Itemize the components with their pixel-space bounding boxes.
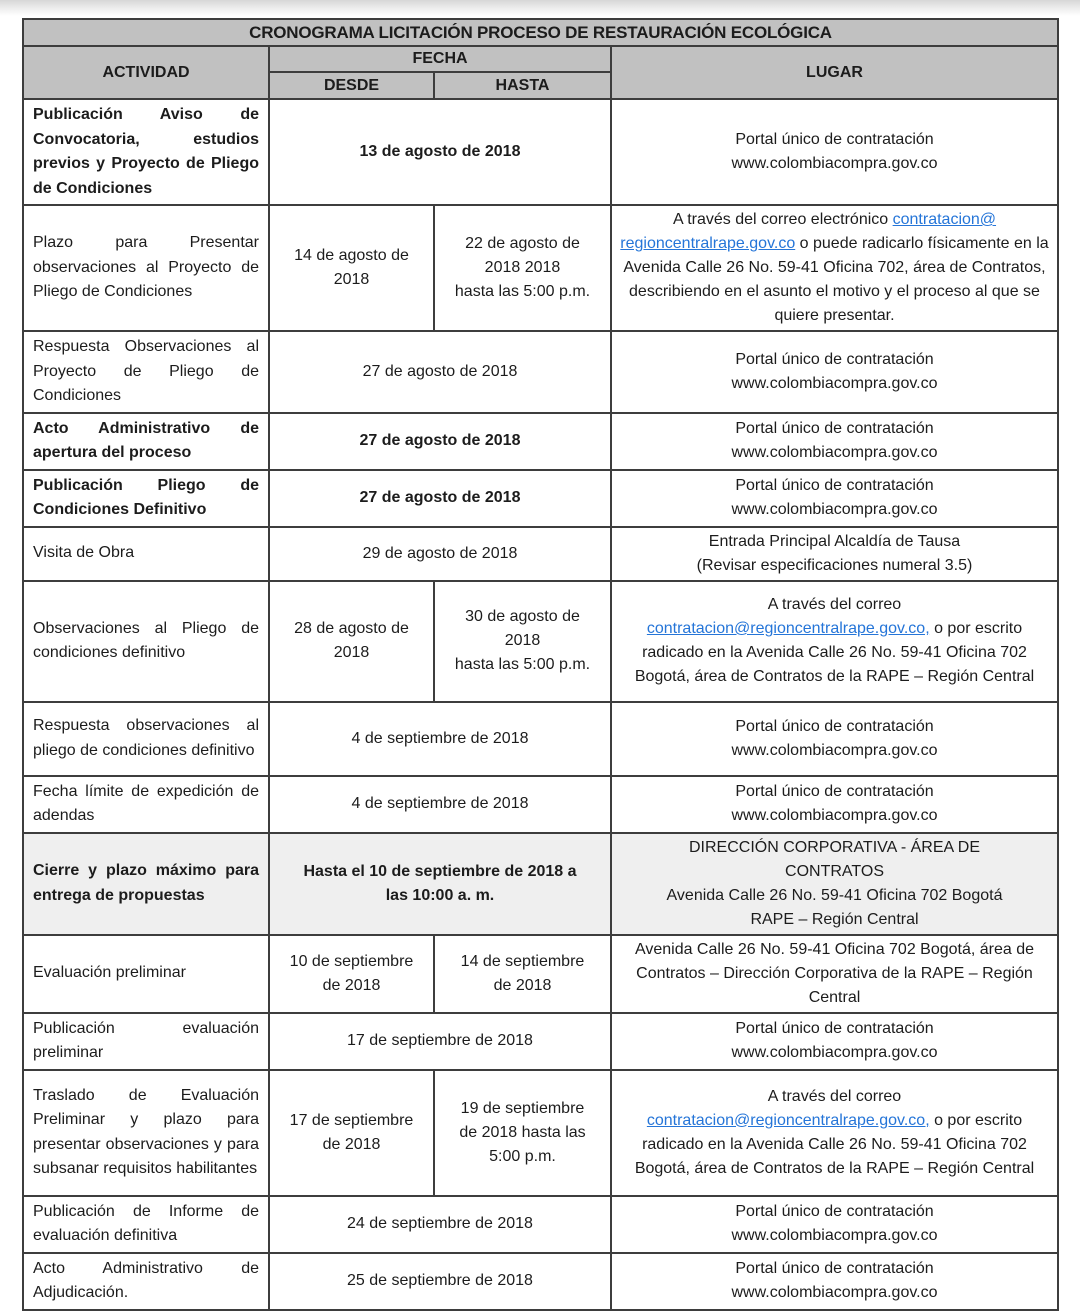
text-span: Portal único de contratación [735,1203,934,1220]
column-header-lugar: LUGAR [611,46,1058,99]
activity-cell [23,702,269,776]
date-cell [269,1253,611,1310]
activity-cell [23,331,269,413]
text-span: Respuesta observaciones al pliego de condiciones definitivo [33,717,259,759]
text-span: Acto Administrativo de Adjudicación. [33,1259,259,1301]
text-span: de 2018 [322,1135,381,1153]
text-span: www.colombiacompra.gov.co [731,1227,938,1244]
text-span: o por escrito radicado en la Avenida Calle 26 No. 59-41 Oficina 702 Bogotá, área de Contratos de la RAPE – Región Central [634,620,1035,685]
location-cell [611,935,1058,1013]
text-span: o puede radicarlo físicamente en la Avenida Calle 26 No. 59-41 Oficina 702, área de Contratos, describiendo en el asunto el motivo y el proceso al que se quiere presentar. [623,235,1049,324]
date-to-cell [434,935,611,1013]
text-span: www.colombiacompra.gov.co [731,374,938,392]
text-span: hasta las 5:00 p.m. [454,656,591,673]
text-span: 13 de agosto de 2018 [359,143,521,160]
text-span: Hasta el 10 de septiembre de 2018 a [303,862,577,880]
date-cell [269,702,611,776]
text-span: Portal único de contratación [735,1260,934,1277]
table-body [23,99,1058,1310]
email-link[interactable]: contratacion@ [892,211,997,228]
date-to-cell [434,1070,611,1196]
table-row [23,1253,1058,1310]
activity-cell [23,205,269,331]
activity-cell [23,1013,269,1070]
text-span: Portal único de contratación [735,717,934,735]
text-span: Portal único de contratación [735,420,934,437]
text-span: A través del correo [767,596,902,613]
location-cell [611,702,1058,776]
date-cell [269,331,611,413]
text-span: www.colombiacompra.gov.co [731,807,938,824]
table-row [23,99,1058,205]
text-span: DIRECCIÓN CORPORATIVA - ÁREA DE [688,838,980,856]
text-span: CONTRATOS [785,862,884,880]
location-cell [611,331,1058,413]
text-span: 4 de septiembre de 2018 [351,795,529,812]
text-span: Publicación Aviso de Convocatoria, estudios previos y Proyecto de Pliego de Condiciones [33,106,259,197]
text-span: de 2018 [493,976,552,994]
text-span: 17 de septiembre [289,1111,414,1129]
table-row [23,331,1058,413]
table-row [23,1013,1058,1070]
text-span: Portal único de contratación [735,783,934,800]
date-from-cell [269,205,434,331]
column-header-row [23,46,1058,72]
location-cell [611,99,1058,205]
text-span: Entrada Principal Alcaldía de Tausa [708,532,961,550]
text-span: Avenida Calle 26 No. 59-41 Oficina 702 Bogotá [666,886,1003,904]
table-row [23,833,1058,935]
activity-cell [23,1253,269,1310]
text-span: las 10:00 a. m. [385,886,495,904]
text-span: 2018 [504,632,541,649]
location-cell [611,205,1058,331]
date-from-cell [269,1070,434,1196]
activity-cell [23,1070,269,1196]
activity-cell [23,1196,269,1253]
text-span: Traslado de Evaluación Preliminar y plazo para presentar observaciones y para subsanar requisitos habilitantes [33,1086,259,1177]
date-cell [269,776,611,833]
scan-artifact-top [0,0,1080,16]
text-span: 30 de agosto de [465,608,580,625]
text-span: hasta las 5:00 p.m. [454,283,591,300]
date-cell [269,1013,611,1070]
activity-cell [23,470,269,527]
text-span: 2018 [333,271,370,288]
text-span: Evaluación preliminar [33,964,186,982]
location-cell [611,1196,1058,1253]
email-link[interactable]: contratacion@regioncentralrape.gov.co, [646,1111,930,1129]
text-span: o por escrito radicado en la Avenida Calle 26 No. 59-41 Oficina 702 Bogotá, área de Contratos de la RAPE – Región Central [634,1111,1035,1177]
text-span: Plazo para Presentar observaciones al Proyecto de Pliego de Condiciones [33,234,259,301]
text-span: RAPE – Región Central [750,910,919,928]
text-span: Portal único de contratación [735,1020,934,1037]
date-to-cell [434,205,611,331]
text-span: Portal único de contratación [735,131,934,148]
column-header-desde: DESDE [269,72,434,99]
date-cell [269,99,611,205]
email-link[interactable]: contratacion@regioncentralrape.gov.co, [646,620,930,637]
column-header-fecha: FECHA [269,46,611,72]
date-to-cell [434,581,611,702]
location-cell [611,776,1058,833]
text-span: Portal único de contratación [735,477,934,494]
text-span: 22 de agosto de [465,235,580,252]
text-span: Avenida Calle 26 No. 59-41 Oficina 702 Bogotá, área de Contratos – Dirección Corporativa de la RAPE – Región Central [634,940,1035,1006]
text-span: Portal único de contratación [735,350,934,368]
location-cell [611,1253,1058,1310]
date-cell [269,470,611,527]
column-header-hasta: HASTA [434,72,611,99]
text-span: www.colombiacompra.gov.co [731,1284,938,1301]
text-span: 2018 2018 [484,259,561,276]
date-cell [269,413,611,470]
text-span: 27 de agosto de 2018 [359,489,521,506]
table-row [23,413,1058,470]
location-cell [611,470,1058,527]
text-span: 4 de septiembre de 2018 [351,729,529,747]
text-span: A través del correo [767,1087,902,1105]
location-cell [611,1013,1058,1070]
date-cell [269,1196,611,1253]
location-cell [611,1070,1058,1196]
text-span: Observaciones al Pliego de condiciones definitivo [33,619,259,661]
text-span: 29 de agosto de 2018 [362,544,518,562]
text-span: Visita de Obra [33,544,135,562]
table-row [23,205,1058,331]
table-title-row [23,19,1058,46]
text-span: 27 de agosto de 2018 [362,362,518,380]
text-span: de 2018 [322,976,381,994]
text-span: 27 de agosto de 2018 [359,432,521,449]
cronograma-table [22,18,1059,1311]
activity-cell [23,527,269,581]
table-title: CRONOGRAMA LICITACIÓN PROCESO DE RESTAURACIÓN ECOLÓGICA [23,19,1058,46]
activity-cell [23,99,269,205]
activity-cell [23,413,269,470]
date-from-cell [269,581,434,702]
location-cell [611,413,1058,470]
activity-cell [23,581,269,702]
text-span: de 2018 hasta las [459,1123,586,1141]
text-span: A través del correo electrónico [672,211,893,228]
activity-cell [23,935,269,1013]
text-span: 10 de septiembre [289,952,414,970]
email-link[interactable]: regioncentralrape.gov.co [620,235,796,252]
text-span: 17 de septiembre de 2018 [347,1032,533,1049]
text-span: Acto Administrativo de apertura del proceso [33,419,259,461]
location-cell [611,833,1058,935]
text-span: Publicación Pliego de Condiciones Definitivo [33,476,259,518]
table-row [23,1070,1058,1196]
text-span: www.colombiacompra.gov.co [731,1044,938,1061]
location-cell [611,581,1058,702]
text-span: 24 de septiembre de 2018 [347,1215,533,1232]
activity-cell [23,833,269,935]
text-span: Respuesta Observaciones al Proyecto de Pliego de Condiciones [33,338,259,404]
location-cell [611,527,1058,581]
text-span: www.colombiacompra.gov.co [731,155,938,172]
text-span: Fecha límite de expedición de adendas [33,782,259,824]
text-span: 19 de septiembre [460,1099,585,1117]
table-row [23,702,1058,776]
date-from-cell [269,935,434,1013]
text-span: www.colombiacompra.gov.co [731,444,938,461]
text-span: Publicación evaluación preliminar [33,1019,259,1061]
text-span: 25 de septiembre de 2018 [347,1272,533,1289]
text-span: 28 de agosto de [294,620,409,637]
date-cell [269,833,611,935]
text-span: Publicación de Informe de evaluación definitiva [33,1202,259,1244]
table-row [23,527,1058,581]
activity-cell [23,776,269,833]
text-span: 14 de septiembre [460,952,585,970]
date-cell [269,527,611,581]
text-span: (Revisar especificaciones numeral 3.5) [696,556,973,574]
text-span: www.colombiacompra.gov.co [731,741,938,759]
table-row [23,1196,1058,1253]
table-row [23,470,1058,527]
table-row [23,581,1058,702]
text-span: 5:00 p.m. [489,1147,556,1165]
column-header-actividad: ACTIVIDAD [23,46,269,99]
table-row [23,935,1058,1013]
text-span: 2018 [333,644,370,661]
text-span: www.colombiacompra.gov.co [731,501,938,518]
text-span: 14 de agosto de [294,247,409,264]
text-span: Cierre y plazo máximo para entrega de propuestas [33,862,259,904]
table-row [23,776,1058,833]
